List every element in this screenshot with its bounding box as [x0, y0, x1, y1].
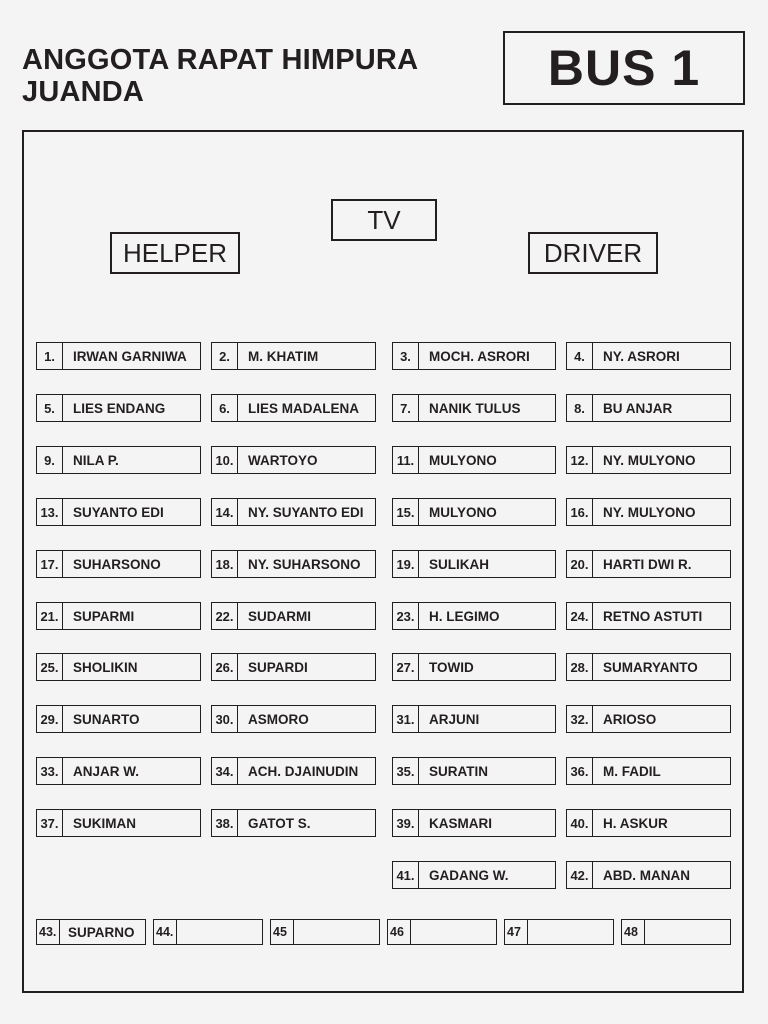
- seat-passenger-name: KASMARI: [429, 815, 492, 831]
- seat-number: 4.: [567, 343, 593, 369]
- seat-passenger-name: LIES MADALENA: [248, 400, 359, 416]
- seat-21: [36, 602, 201, 630]
- seat-number: 21.: [37, 603, 63, 629]
- seat-4: [566, 342, 731, 370]
- seat-number: 30.: [212, 706, 238, 732]
- seat-number: 33.: [37, 758, 63, 784]
- seat-number: 35.: [393, 758, 419, 784]
- seat-passenger-name: SUPARMI: [73, 608, 135, 624]
- seat-number: 23.: [393, 603, 419, 629]
- seat-2: [211, 342, 376, 370]
- seat-number: 43.: [37, 920, 60, 944]
- back-seat-48: [621, 919, 731, 945]
- seat-18: [211, 550, 376, 578]
- seat-38: [211, 809, 376, 837]
- seat-number: 31.: [393, 706, 419, 732]
- seat-22: [211, 602, 376, 630]
- seat-number: 42.: [567, 862, 593, 888]
- seat-passenger-name: [177, 920, 262, 944]
- seat-26: [211, 653, 376, 681]
- seat-19: [392, 550, 556, 578]
- seat-27: [392, 653, 556, 681]
- seat-number: 44.: [154, 920, 177, 944]
- seat-number: 37.: [37, 810, 63, 836]
- seat-number: 5.: [37, 395, 63, 421]
- seat-3: [392, 342, 556, 370]
- back-seat-46: [387, 919, 497, 945]
- seat-passenger-name: NY. MULYONO: [603, 504, 696, 520]
- seat-number: 8.: [567, 395, 593, 421]
- seat-24: [566, 602, 731, 630]
- seat-14: [211, 498, 376, 526]
- seat-number: 29.: [37, 706, 63, 732]
- seat-passenger-name: LIES ENDANG: [73, 400, 166, 416]
- seat-number: 14.: [212, 499, 238, 525]
- seat-passenger-name: NY. MULYONO: [603, 452, 696, 468]
- back-seat-44: [153, 919, 263, 945]
- seat-1: [36, 342, 201, 370]
- back-seat-45: [270, 919, 380, 945]
- seat-number: 26.: [212, 654, 238, 680]
- seat-number: 45: [271, 920, 294, 944]
- title-line-2: JUANDA: [22, 76, 145, 108]
- seat-number: 34.: [212, 758, 238, 784]
- seat-passenger-name: [411, 920, 496, 944]
- seat-number: 7.: [393, 395, 419, 421]
- seat-number: 38.: [212, 810, 238, 836]
- seat-33: [36, 757, 201, 785]
- seat-passenger-name: ASMORO: [248, 711, 309, 727]
- seat-passenger-name: ARJUNI: [429, 711, 480, 727]
- seat-passenger-name: [528, 920, 613, 944]
- seat-31: [392, 705, 556, 733]
- seat-passenger-name: SUMARYANTO: [603, 659, 698, 675]
- seat-number: 16.: [567, 499, 593, 525]
- seat-34: [211, 757, 376, 785]
- seat-passenger-name: SUDARMI: [248, 608, 311, 624]
- seat-number: 46: [388, 920, 411, 944]
- seat-30: [211, 705, 376, 733]
- seat-number: 48: [622, 920, 645, 944]
- seat-number: 36.: [567, 758, 593, 784]
- seat-number: 2.: [212, 343, 238, 369]
- seat-passenger-name: NILA P.: [73, 452, 119, 468]
- seat-passenger-name: SUNARTO: [73, 711, 140, 727]
- seat-passenger-name: SURATIN: [429, 763, 488, 779]
- seat-passenger-name: ABD. MANAN: [603, 867, 690, 883]
- seat-passenger-name: GADANG W.: [429, 867, 509, 883]
- seat-passenger-name: RETNO ASTUTI: [603, 608, 703, 624]
- seat-20: [566, 550, 731, 578]
- seat-number: 1.: [37, 343, 63, 369]
- seat-passenger-name: [645, 920, 730, 944]
- seat-number: 25.: [37, 654, 63, 680]
- seat-9: [36, 446, 201, 474]
- title-line-1: ANGGOTA RAPAT HIMPURA: [22, 44, 419, 76]
- seat-passenger-name: BU ANJAR: [603, 400, 673, 416]
- seat-41: [392, 861, 556, 889]
- seat-passenger-name: SULIKAH: [429, 556, 489, 572]
- seat-number: 24.: [567, 603, 593, 629]
- back-seat-43: [36, 919, 146, 945]
- seat-number: 10.: [212, 447, 238, 473]
- seat-number: 15.: [393, 499, 419, 525]
- seat-17: [36, 550, 201, 578]
- seat-passenger-name: ACH. DJAINUDIN: [248, 763, 359, 779]
- seat-number: 39.: [393, 810, 419, 836]
- seat-passenger-name: GATOT S.: [248, 815, 311, 831]
- seat-number: 6.: [212, 395, 238, 421]
- seat-6: [211, 394, 376, 422]
- seat-7: [392, 394, 556, 422]
- seat-number: 41.: [393, 862, 419, 888]
- seat-passenger-name: NY. SUHARSONO: [248, 556, 361, 572]
- seat-11: [392, 446, 556, 474]
- seat-8: [566, 394, 731, 422]
- seat-5: [36, 394, 201, 422]
- seat-number: 20.: [567, 551, 593, 577]
- seat-number: 11.: [393, 447, 419, 473]
- seat-passenger-name: IRWAN GARNIWA: [73, 348, 187, 364]
- seat-number: 12.: [567, 447, 593, 473]
- seat-passenger-name: SUPARNO: [68, 924, 135, 940]
- seat-15: [392, 498, 556, 526]
- seat-number: 47: [505, 920, 528, 944]
- helper-label: HELPER: [110, 232, 240, 274]
- seat-passenger-name: SUKIMAN: [73, 815, 136, 831]
- seat-42: [566, 861, 731, 889]
- bus-label: BUS 1: [503, 31, 745, 105]
- seat-passenger-name: MOCH. ASRORI: [429, 348, 530, 364]
- seat-36: [566, 757, 731, 785]
- seat-passenger-name: NY. ASRORI: [603, 348, 680, 364]
- seat-32: [566, 705, 731, 733]
- seat-passenger-name: WARTOYO: [248, 452, 318, 468]
- seat-passenger-name: [294, 920, 379, 944]
- seat-passenger-name: MULYONO: [429, 452, 497, 468]
- seat-passenger-name: SUPARDI: [248, 659, 308, 675]
- seat-number: 40.: [567, 810, 593, 836]
- seat-23: [392, 602, 556, 630]
- seat-number: 13.: [37, 499, 63, 525]
- seat-number: 32.: [567, 706, 593, 732]
- tv-label: TV: [331, 199, 437, 241]
- seat-passenger-name: ARIOSO: [603, 711, 657, 727]
- seat-passenger-name: H. LEGIMO: [429, 608, 500, 624]
- seat-passenger-name: M. KHATIM: [248, 348, 319, 364]
- seat-37: [36, 809, 201, 837]
- seat-passenger-name: TOWID: [429, 659, 474, 675]
- seat-40: [566, 809, 731, 837]
- document-title: [22, 44, 462, 108]
- seat-16: [566, 498, 731, 526]
- seat-passenger-name: ANJAR W.: [73, 763, 140, 779]
- back-seat-47: [504, 919, 614, 945]
- seat-number: 22.: [212, 603, 238, 629]
- seat-passenger-name: SHOLIKIN: [73, 659, 138, 675]
- seat-25: [36, 653, 201, 681]
- seat-number: 17.: [37, 551, 63, 577]
- seat-39: [392, 809, 556, 837]
- seat-number: 9.: [37, 447, 63, 473]
- seat-passenger-name: MULYONO: [429, 504, 497, 520]
- seat-number: 27.: [393, 654, 419, 680]
- seat-passenger-name: M. FADIL: [603, 763, 661, 779]
- seat-12: [566, 446, 731, 474]
- seat-number: 19.: [393, 551, 419, 577]
- seat-passenger-name: SUHARSONO: [73, 556, 161, 572]
- seat-10: [211, 446, 376, 474]
- seat-passenger-name: NANIK TULUS: [429, 400, 521, 416]
- seat-passenger-name: SUYANTO EDI: [73, 504, 164, 520]
- seat-number: 18.: [212, 551, 238, 577]
- seat-29: [36, 705, 201, 733]
- seat-passenger-name: NY. SUYANTO EDI: [248, 504, 364, 520]
- seat-passenger-name: HARTI DWI R.: [603, 556, 692, 572]
- seat-number: 3.: [393, 343, 419, 369]
- seat-passenger-name: H. ASKUR: [603, 815, 668, 831]
- seat-28: [566, 653, 731, 681]
- driver-label: DRIVER: [528, 232, 658, 274]
- seat-number: 28.: [567, 654, 593, 680]
- seat-13: [36, 498, 201, 526]
- seat-35: [392, 757, 556, 785]
